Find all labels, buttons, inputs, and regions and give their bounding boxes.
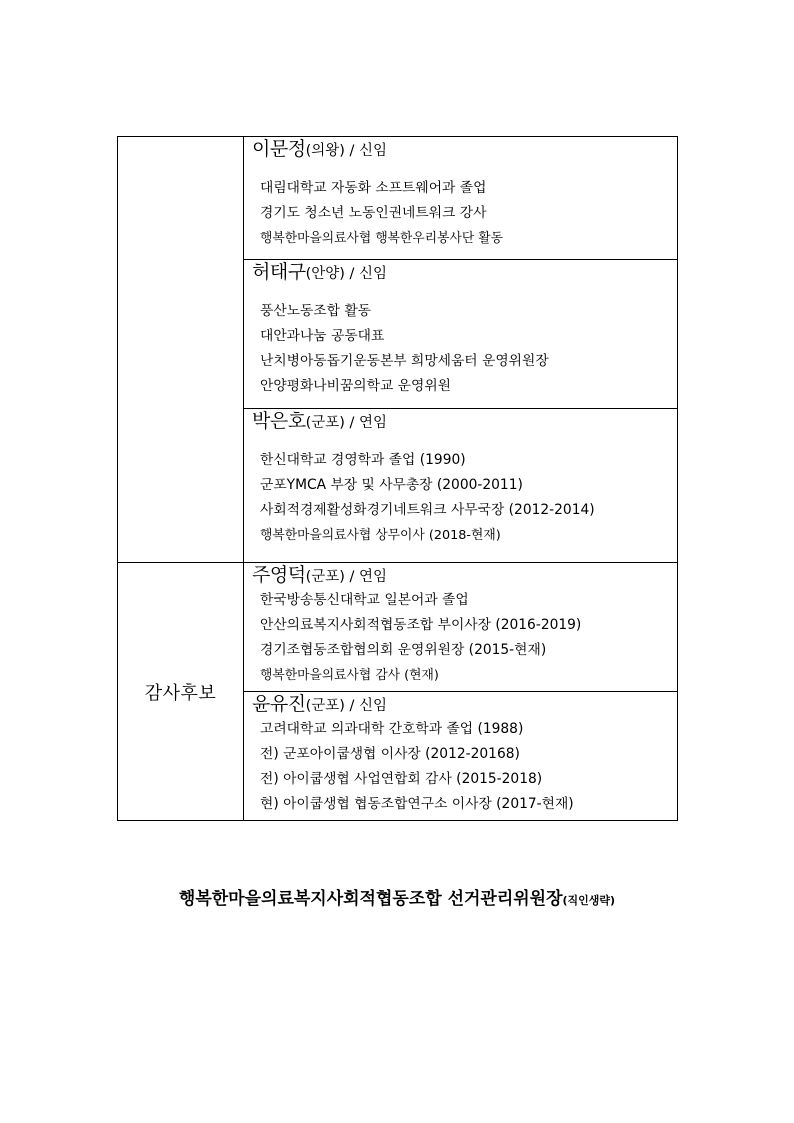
candidate-cell [244,260,678,409]
career-item: 전) 군포아이쿱생협 이사장 (2012-20168) [260,746,520,762]
candidate-region: (의왕) [305,143,345,159]
empty-label-cell [118,137,244,563]
career-item: 경기도 청소년 노동인권네트워크 강사 [260,205,487,221]
candidate-cell [244,137,678,260]
candidate-status: / 신임 [344,266,388,282]
signature-line [0,884,794,909]
career-item: 대안과나눔 공동대표 [260,328,385,344]
candidate-header [252,692,677,717]
candidate-header [252,260,677,285]
candidate-status: / 신임 [344,143,388,159]
career-item: 군포YMCA 부장 및 사무총장 (2000-2011) [260,477,523,493]
career-item: 경기조협동조합협의회 운영위원장 (2015-현재) [260,642,547,658]
candidate-region: (안양) [305,266,345,282]
candidate-row [118,563,678,692]
candidate-status: / 연임 [344,569,388,585]
career-item: 안양평화나비꿈의학교 운영위원 [260,378,451,394]
candidate-status: / 신임 [344,698,388,714]
candidate-row [118,137,678,260]
committee-chair-title: 행복한마을의료복지사회적협동조합 선거관리위원장 [178,889,563,909]
candidate-cell [244,563,678,692]
career-item: 고려대학교 의과대학 간호학과 졸업 (1988) [260,721,524,737]
candidate-header [252,137,677,162]
career-item: 사회적경제활성화경기네트워크 사무국장 (2012-2014) [260,502,595,518]
candidate-name: 이문정 [252,138,306,160]
career-item: 행복한마을의료사협 감사 (현재) [260,668,439,683]
candidate-cell [244,409,678,563]
candidate-name: 주영덕 [252,564,306,586]
candidate-region: (군포) [305,569,345,585]
seal-omitted-note: (직인생략) [562,894,616,907]
career-item: 행복한마을의료사협 행복한우리봉사단 활동 [260,231,504,246]
candidate-header [252,563,677,588]
candidate-region: (군포) [305,415,345,431]
candidate-cell [244,692,678,821]
candidate-name: 허태구 [252,261,306,283]
career-item: 전) 아이쿱생협 사업연합회 감사 (2015-2018) [260,771,543,787]
career-item: 한국방송통신대학교 일본어과 졸업 [260,592,469,608]
career-item: 대림대학교 자동화 소프트웨어과 졸업 [260,180,487,196]
candidate-table [117,136,678,821]
candidate-region: (군포) [305,698,345,714]
career-item: 풍산노동조합 활동 [260,303,372,319]
candidate-status: / 연임 [344,415,388,431]
candidate-name: 윤유진 [252,693,306,715]
career-item: 난치병아동돕기운동본부 희망세움터 운영위원장 [260,353,549,369]
section-label: 감사후보 [118,563,244,821]
career-item: 현) 아이쿱생협 협동조합연구소 이사장 (2017-현재) [260,796,574,812]
candidate-name: 박은호 [252,410,306,432]
career-item: 행복한마을의료사협 상무이사 (2018-현재) [260,528,501,543]
career-item: 안산의료복지사회적협동조합 부이사장 (2016-2019) [260,617,582,633]
candidate-header [252,409,677,434]
career-item: 한신대학교 경영학과 졸업 (1990) [260,452,466,468]
